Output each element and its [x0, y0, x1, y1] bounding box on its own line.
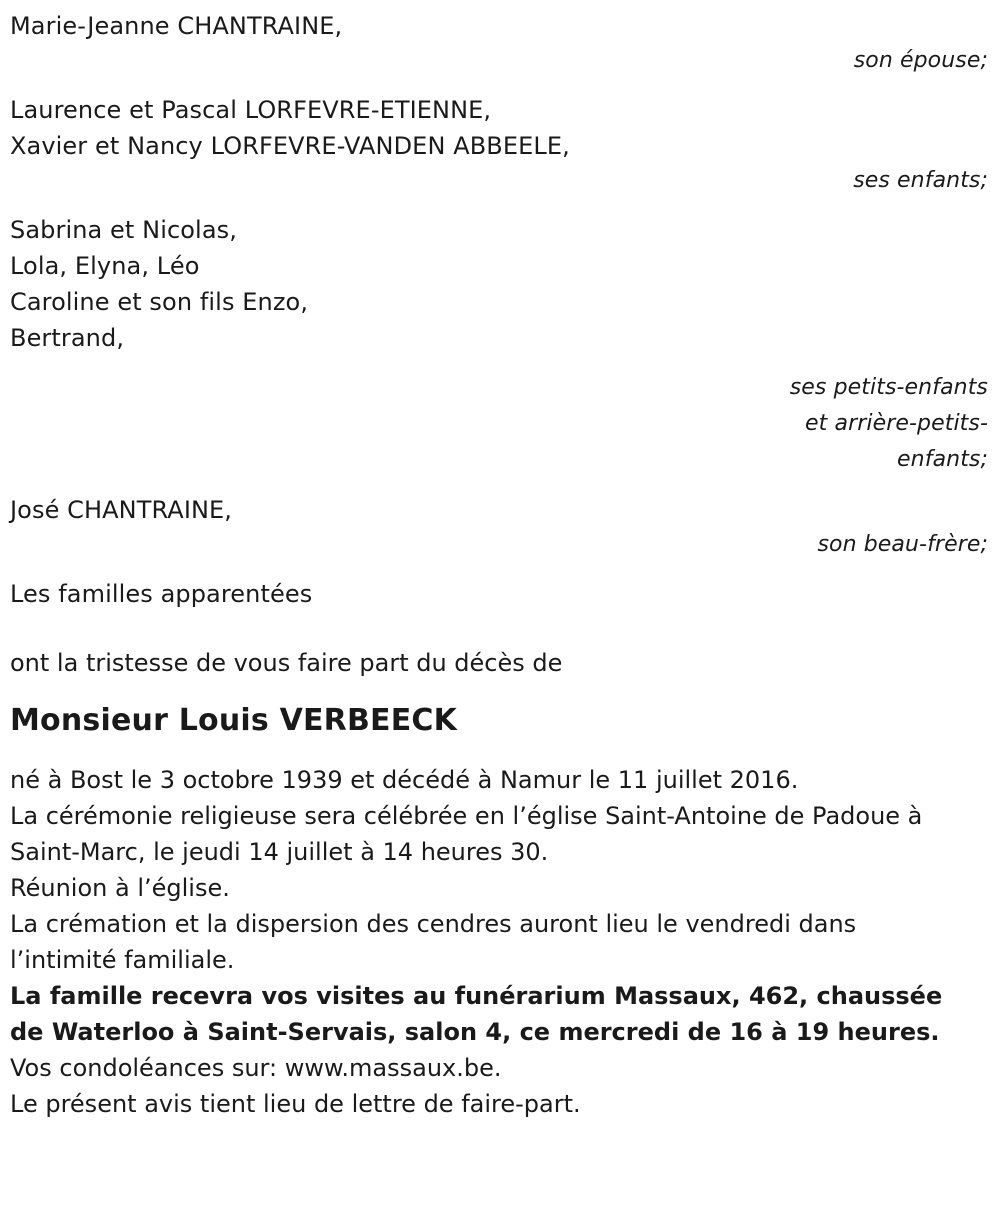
- relative-name: Laurence et Pascal LORFEVRE-ETIENNE,: [10, 96, 492, 124]
- relative-name: José CHANTRAINE,: [10, 496, 233, 524]
- spacer: [10, 740, 990, 762]
- announcement-intro: ont la tristesse de vous faire part du décès de: [10, 649, 563, 677]
- paragraph-condolences: Vos condoléances sur: www.massaux.be.: [10, 1054, 502, 1082]
- paragraph-notice-footer: Le présent avis tient lieu de lettre de faire-part.: [10, 1090, 581, 1118]
- relative-name: Bertrand,: [10, 324, 125, 352]
- relative-group-families: [10, 576, 990, 612]
- relative-names: [10, 212, 990, 356]
- relative-name: Xavier et Nancy LORFEVRE-VANDEN ABBEELE,: [10, 132, 570, 160]
- relative-name: Lola, Elyna, Léo: [10, 252, 200, 280]
- paragraph-reunion: Réunion à l’église.: [10, 874, 230, 902]
- spacer: [10, 356, 990, 370]
- relation-label-grandchildren-line-1: ses petits-enfants: [789, 375, 988, 400]
- relative-group-grandchildren: [10, 212, 990, 478]
- relative-group-children: [10, 92, 990, 198]
- spacer: [10, 562, 990, 576]
- relative-group-brother-in-law: [10, 492, 990, 562]
- spacer: [10, 680, 990, 702]
- notice-content: [10, 8, 990, 1122]
- relation-label-grandchildren-line-2: et arrière-petits-: [805, 411, 988, 436]
- relative-names: [10, 92, 990, 164]
- relative-names: [10, 492, 990, 528]
- spacer: [10, 198, 990, 212]
- paragraph-birth-death: né à Bost le 3 octobre 1939 et décédé à Namur le 11 juillet 2016.: [10, 766, 799, 794]
- paragraph-cremation: La crémation et la dispersion des cendres auront lieu le vendredi dans l’intimité familiale.: [10, 910, 857, 974]
- relative-name: Les familles apparentées: [10, 580, 313, 608]
- paragraph-ceremony: La cérémonie religieuse sera célébrée en l’église Saint-Antoine de Padoue à Saint-Marc, le jeudi 14 juillet à 14 heures 30.: [10, 802, 923, 866]
- relation-label-children: ses enfants;: [853, 168, 988, 193]
- relative-group-spouse: [10, 8, 990, 78]
- relation-label-brother-in-law: son beau-frère;: [817, 532, 988, 557]
- relative-name: Caroline et son fils Enzo,: [10, 288, 309, 316]
- relative-name: Marie-Jeanne CHANTRAINE,: [10, 12, 343, 40]
- relative-name: Sabrina et Nicolas,: [10, 216, 237, 244]
- spacer: [10, 478, 990, 492]
- spacer: [10, 612, 990, 646]
- relation-label-spouse: son épouse;: [853, 48, 988, 73]
- spacer: [10, 78, 990, 92]
- paragraph-visits: La famille recevra vos visites au funérarium Massaux, 462, chaussée de Waterloo à Saint-Servais, salon 4, ce mercredi de 16 à 19 heures.: [10, 982, 943, 1046]
- relative-names: [10, 576, 990, 612]
- relative-names: [10, 8, 990, 44]
- relation-label-grandchildren-line-3: enfants;: [897, 447, 988, 472]
- deceased-name-heading: Monsieur Louis VERBEECK: [10, 703, 458, 738]
